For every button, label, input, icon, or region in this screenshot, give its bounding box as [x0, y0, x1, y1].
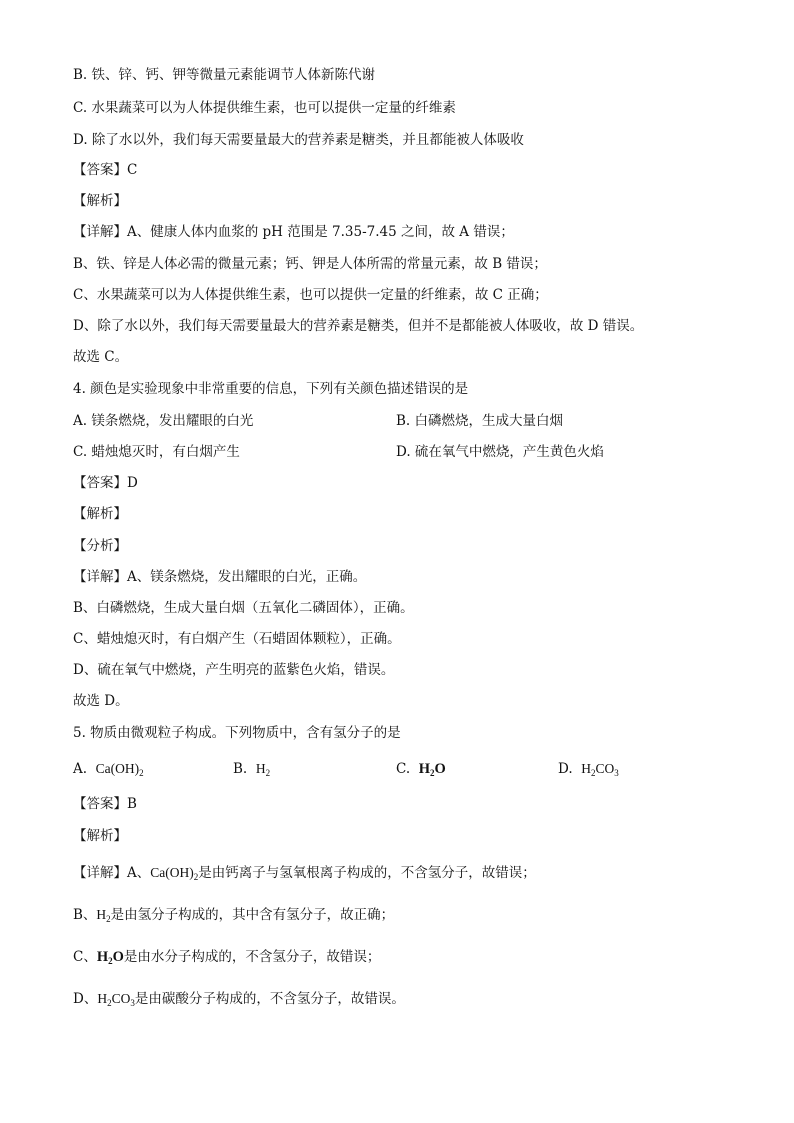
formula-subscript: 2 — [193, 872, 199, 882]
formula-subscript: 2 — [106, 914, 111, 924]
q5-option-a — [73, 760, 144, 782]
formula-h2 — [96, 907, 110, 922]
formula-part: CO — [111, 991, 131, 1006]
formula-subscript: 2 — [139, 768, 144, 778]
q5-stem: 5. 物质由微观粒子构成。下列物质中，含有氢分子的是 — [73, 725, 401, 741]
q3-answer — [73, 161, 137, 179]
answer-tag: 【答案】 — [73, 162, 127, 178]
formula-part: H — [97, 991, 108, 1006]
formula-subscript: 3 — [614, 768, 619, 778]
detail-text: 是由水分子构成的，不含氢分子，故错误； — [123, 949, 381, 965]
answer-tag: 【答案】 — [73, 796, 127, 812]
q3-analysis-tag: 【解析】 — [73, 193, 127, 209]
formula-subscript: 2 — [430, 768, 435, 778]
q3-detail-a — [73, 223, 514, 241]
q5-option-d — [558, 760, 619, 782]
formula-part: H — [96, 949, 109, 965]
q4-analysis-tag: 【解析】 — [73, 506, 127, 522]
q4-detail-c: C、蜡烛熄灭时，有白烟产生（石蜡固体颗粒），正确。 — [73, 631, 401, 647]
q4-choose: 故选 D。 — [73, 693, 129, 709]
q4-answer — [73, 474, 138, 492]
answer-value: C — [127, 162, 138, 178]
formula-part: Ca — [150, 865, 166, 880]
formula-part: O — [112, 949, 124, 965]
q4-option-b: B. 白磷燃烧，生成大量白烟 — [396, 413, 564, 429]
option-label: D. — [558, 761, 573, 777]
formula-part: (OH) — [165, 865, 194, 880]
formula-part: Ca — [95, 761, 111, 776]
detail-text: A、健康人体内血浆的 pH 范围是 7.35-7.45 之间，故 A 错误； — [127, 224, 514, 240]
formula-caoh2 — [96, 761, 144, 776]
option-label: A. — [73, 761, 88, 777]
q4-stem: 4. 颜色是实验现象中非常重要的信息，下列有关颜色描述错误的是 — [73, 381, 469, 397]
q4-detail-b: B、白磷燃烧，生成大量白烟（五氧化二磷固体），正确。 — [73, 600, 414, 616]
formula-part: CO — [595, 761, 615, 776]
detail-prefix: A、 — [127, 865, 151, 881]
formula-subscript: 3 — [130, 998, 135, 1008]
formula-subscript: 2 — [265, 768, 271, 778]
formula-h2o — [419, 761, 446, 777]
answer-value: B — [127, 796, 137, 812]
q3-choose: 故选 C。 — [73, 349, 129, 365]
q4-detail-a — [73, 568, 366, 586]
formula-caoh2 — [150, 865, 198, 880]
detail-prefix: D、 — [73, 991, 98, 1007]
formula-part: (OH) — [110, 761, 140, 776]
detail-tag: 【详解】 — [73, 569, 127, 585]
q5-detail-a — [73, 864, 536, 886]
q5-option-c — [396, 760, 446, 782]
detail-tag: 【详解】 — [73, 224, 127, 240]
q4-option-c: C. 蜡烛熄灭时，有白烟产生 — [73, 444, 240, 460]
q5-option-b — [233, 760, 270, 782]
formula-subscript: 2 — [590, 768, 596, 778]
q5-detail-b — [73, 906, 394, 928]
q3-detail-c: C、水果蔬菜可以为人体提供维生素，也可以提供一定量的纤维素，故 C 正确； — [73, 287, 548, 303]
q3-option-c: C. 水果蔬菜可以为人体提供维生素，也可以提供一定量的纤维素 — [73, 100, 456, 116]
q4-option-d: D. 硫在氧气中燃烧，产生黄色火焰 — [396, 444, 604, 460]
formula-part: H — [418, 761, 431, 777]
formula-part: O — [434, 761, 446, 777]
detail-tag: 【详解】 — [73, 865, 127, 881]
q3-detail-d: D、除了水以外，我们每天需要量最大的营养素是糖类，但并不是都能被人体吸收，故 D 错误。 — [73, 318, 644, 334]
formula-h2co3 — [97, 991, 135, 1006]
answer-tag: 【答案】 — [73, 475, 127, 491]
q4-option-a: A. 镁条燃烧，发出耀眼的白光 — [73, 413, 254, 429]
option-label: C. — [396, 761, 411, 777]
detail-prefix: C、 — [73, 949, 97, 965]
detail-prefix: B、 — [73, 907, 97, 923]
formula-part: H — [255, 761, 266, 776]
formula-h2co3 — [581, 761, 619, 776]
formula-part: H — [96, 907, 107, 922]
formula-h2 — [256, 761, 270, 776]
answer-value: D — [127, 475, 138, 491]
detail-text: A、镁条燃烧，发出耀眼的白光，正确。 — [127, 569, 367, 585]
q3-option-b: B. 铁、锌、钙、钾等微量元素能调节人体新陈代谢 — [73, 67, 376, 83]
detail-text: 是由钙离子与氢氧根离子构成的，不含氢分子，故错误； — [198, 865, 536, 881]
formula-h2o — [97, 949, 124, 965]
q5-analysis-tag: 【解析】 — [73, 828, 127, 844]
q5-answer — [73, 795, 137, 813]
detail-text: 是由碳酸分子构成的，不含氢分子，故错误。 — [134, 991, 405, 1007]
q3-detail-b: B、铁、锌是人体必需的微量元素；钙、钾是人体所需的常量元素，故 B 错误； — [73, 256, 547, 272]
formula-part: H — [581, 761, 591, 776]
q5-detail-c — [73, 948, 380, 970]
q4-fenxi-tag: 【分析】 — [73, 538, 127, 554]
formula-subscript: 2 — [107, 998, 112, 1008]
formula-subscript: 2 — [108, 956, 113, 966]
detail-text: 是由氢分子构成的，其中含有氢分子，故正确； — [110, 907, 395, 923]
q4-detail-d: D、硫在氧气中燃烧，产生明亮的蓝紫色火焰，错误。 — [73, 662, 395, 678]
option-label: B. — [233, 761, 248, 777]
q5-detail-d — [73, 990, 405, 1012]
q3-option-d: D. 除了水以外，我们每天需要量最大的营养素是糖类，并且都能被人体吸收 — [73, 132, 524, 148]
